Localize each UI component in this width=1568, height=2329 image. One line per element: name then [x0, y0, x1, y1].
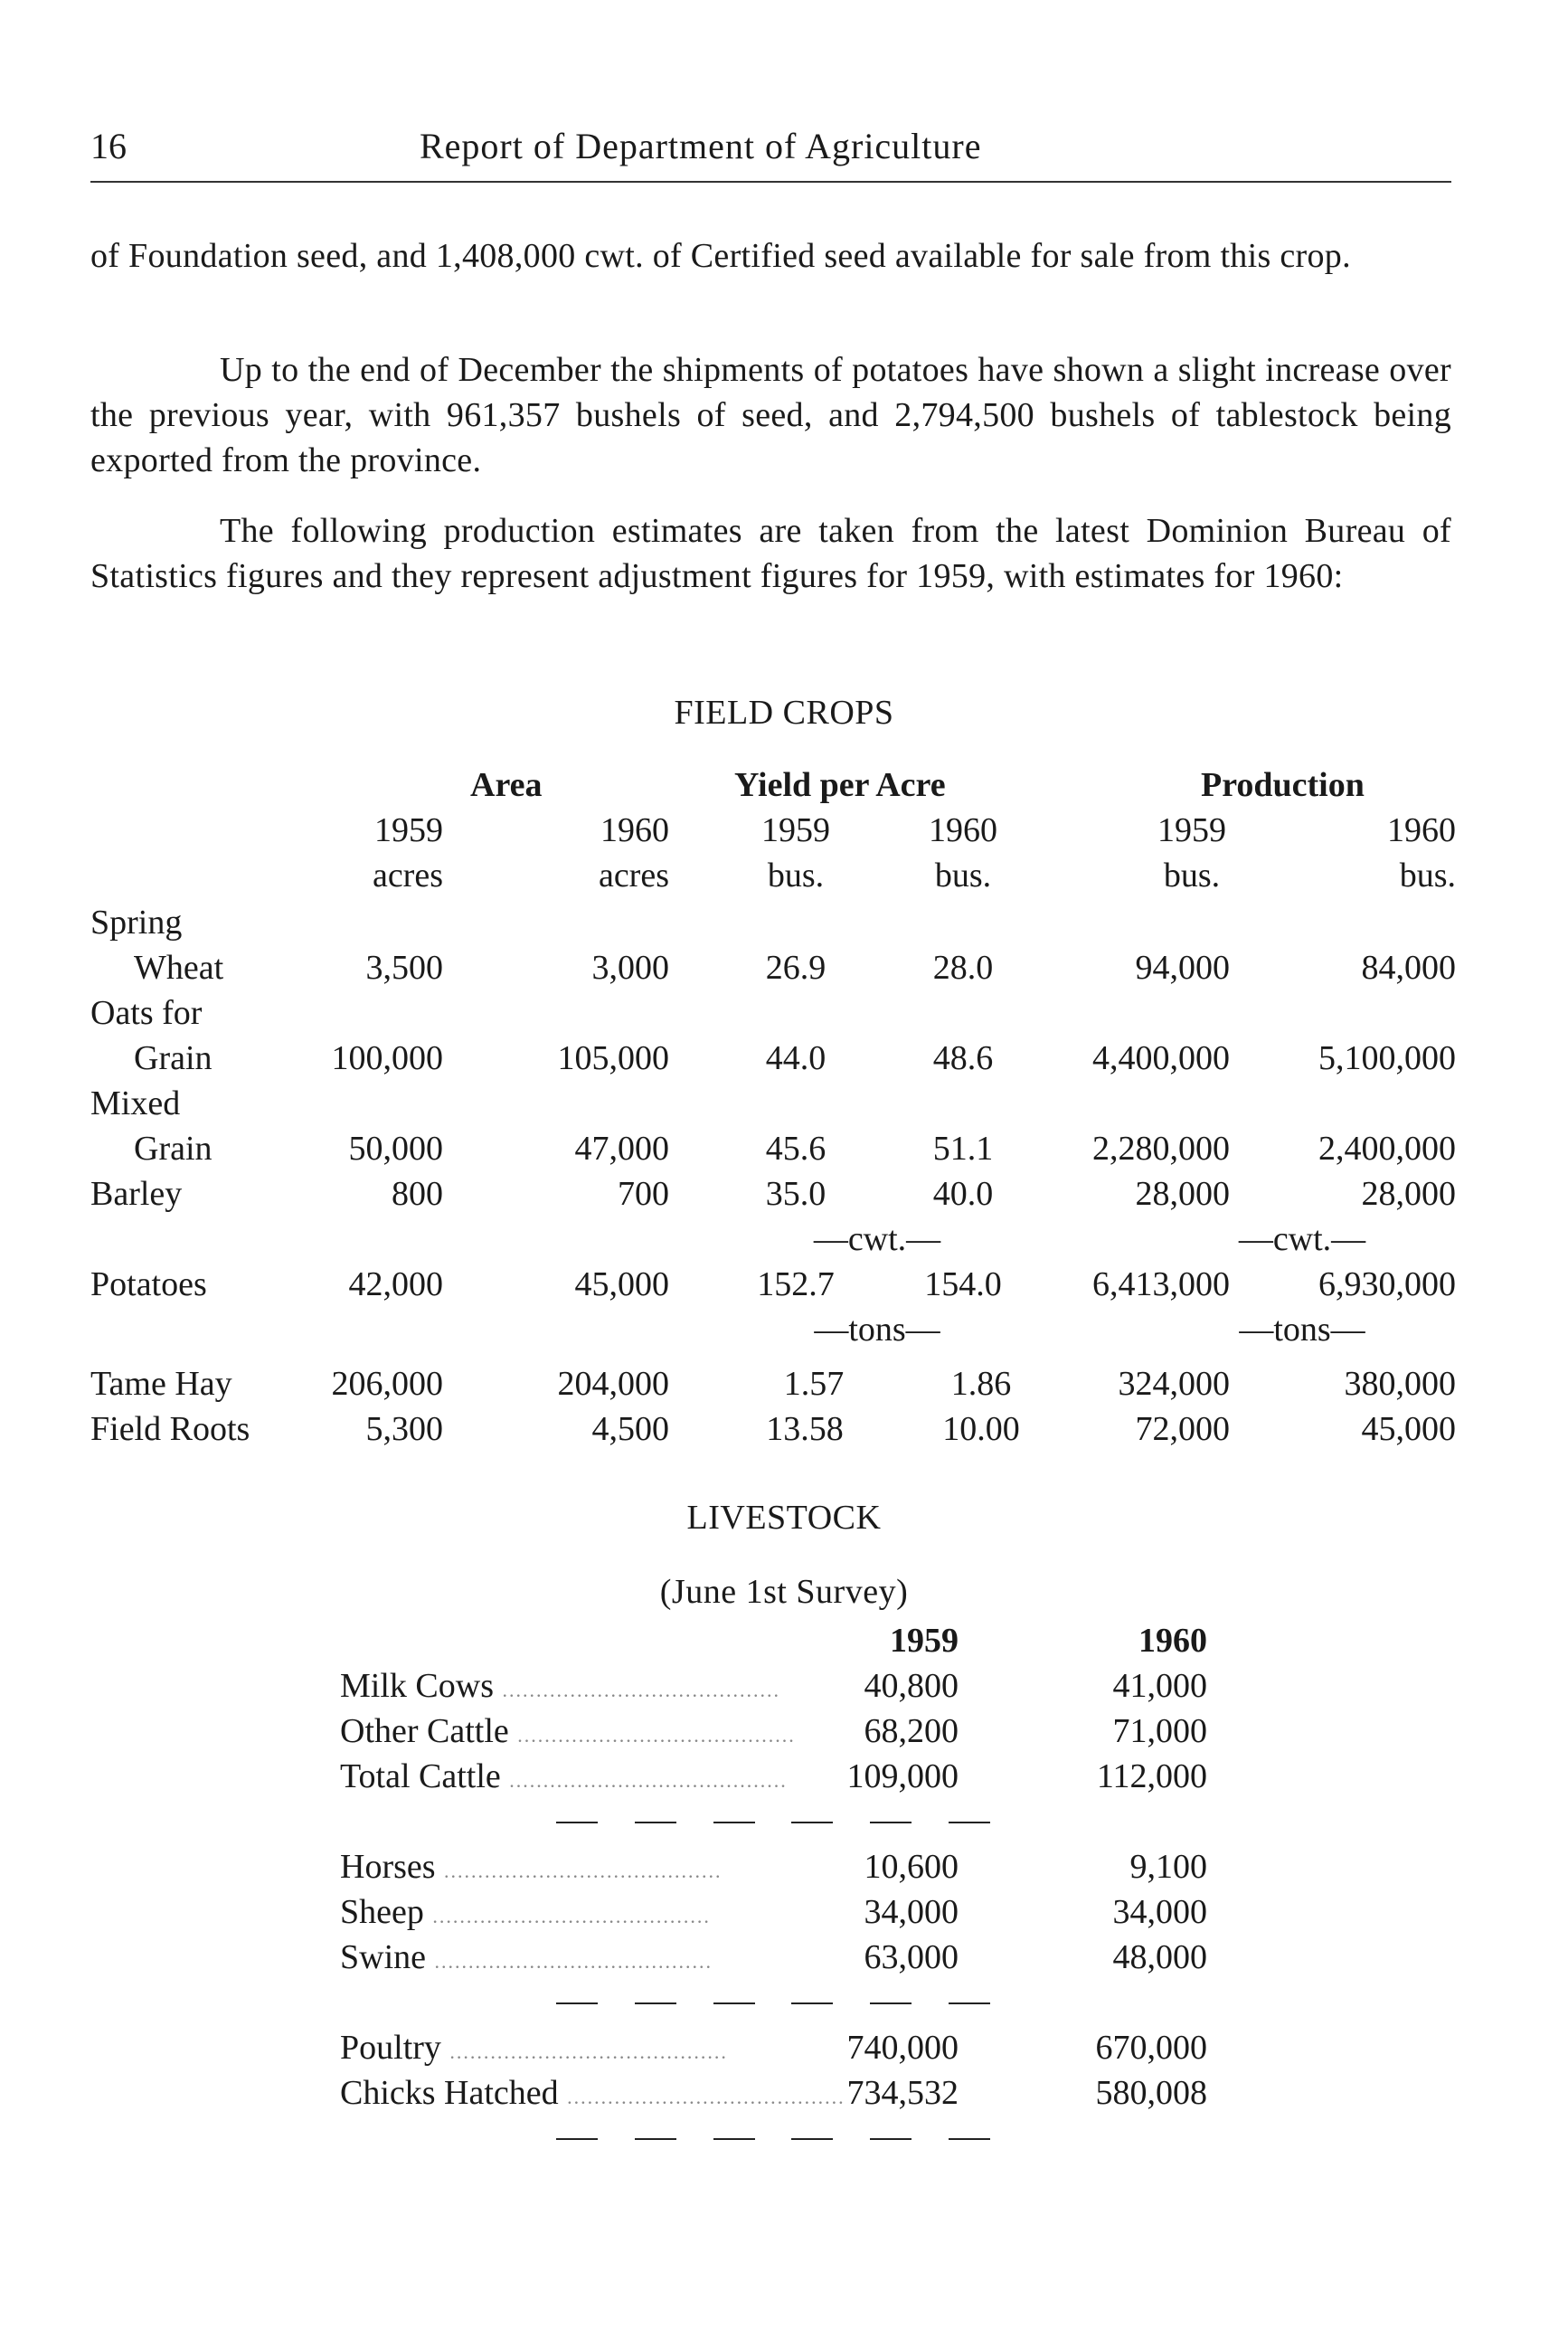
table-cell: 105,000: [557, 1039, 669, 1077]
table-cell: 34,000: [1112, 1893, 1207, 1931]
dash-separator: [556, 1981, 990, 2024]
table-cell: 45,000: [1361, 1410, 1456, 1448]
table-cell: 45.6: [765, 1130, 827, 1168]
table-cell: 700: [618, 1175, 669, 1213]
table-cell: 28.0: [932, 949, 994, 987]
table-cell: 380,000: [1344, 1365, 1456, 1403]
table-cell: 324,000: [1118, 1365, 1230, 1403]
area-header: Area: [470, 766, 543, 804]
table-cell: 152.7: [757, 1265, 835, 1303]
table-cell: 109,000: [846, 1757, 959, 1795]
table-cell: 94,000: [1135, 949, 1230, 987]
table-cell: 51.1: [932, 1130, 994, 1168]
table-row-label: Total Cattle .........................................: [340, 1757, 788, 1795]
table-cell: 800: [392, 1175, 443, 1213]
row-label-grain: Grain: [134, 1130, 213, 1168]
table-cell: 68,200: [864, 1712, 959, 1750]
row-label-spring: Spring: [90, 904, 183, 942]
row-label-tame-hay: Tame Hay: [90, 1365, 232, 1403]
table-cell: 204,000: [557, 1365, 669, 1403]
table-cell: 670,000: [1095, 2029, 1207, 2067]
col-1960: 1960: [1138, 1622, 1207, 1660]
table-cell: 112,000: [1096, 1757, 1207, 1795]
row-label-barley: Barley: [90, 1175, 183, 1213]
table-cell: 47,000: [574, 1130, 669, 1168]
table-row-label: Milk Cows .........................................: [340, 1667, 780, 1705]
col-area-1959: 1959: [374, 811, 443, 849]
row-label-oats-for: Oats for: [90, 994, 203, 1032]
table-cell: 10,600: [864, 1848, 959, 1886]
table-cell: 3,500: [365, 949, 443, 987]
table-cell: 206,000: [331, 1365, 443, 1403]
yield-header: Yield per Acre: [734, 766, 946, 804]
unit-bus-yield-1960: bus.: [934, 857, 992, 895]
col-yield-1960: 1960: [929, 811, 997, 849]
table-cell: 41,000: [1112, 1667, 1207, 1705]
table-cell: 28,000: [1361, 1175, 1456, 1213]
table-row-label: Other Cattle .........................................: [340, 1712, 796, 1750]
col-prod-1959: 1959: [1157, 811, 1226, 849]
unit-bus-yield-1959: bus.: [767, 857, 825, 895]
livestock-title: LIVESTOCK: [686, 1499, 882, 1537]
col-area-1960: 1960: [600, 811, 669, 849]
unit-note-tons-yield: —tons—: [814, 1311, 940, 1349]
dash-separator: [556, 1800, 990, 1843]
table-cell: 4,500: [591, 1410, 669, 1448]
table-cell: 40.0: [932, 1175, 994, 1213]
unit-note-cwt-yield: —cwt.—: [813, 1220, 941, 1258]
table-cell: 5,100,000: [1318, 1039, 1456, 1077]
table-cell: 4,400,000: [1092, 1039, 1230, 1077]
dash-separator: [556, 2116, 990, 2160]
table-cell: 13.58: [766, 1410, 844, 1448]
col-yield-1959: 1959: [761, 811, 830, 849]
table-cell: 48,000: [1112, 1938, 1207, 1976]
table-cell: 2,400,000: [1318, 1130, 1456, 1168]
table-row-label: Poultry .........................................: [340, 2029, 728, 2067]
production-header: Production: [1201, 766, 1365, 804]
page-number: 16: [90, 126, 127, 166]
table-cell: 63,000: [864, 1938, 959, 1976]
field-crops-title: FIELD CROPS: [674, 694, 894, 732]
running-header: [90, 125, 1451, 170]
unit-bus-prod-1960: bus.: [1399, 857, 1456, 895]
paragraph-3: The following production estimates are taken from the latest Dominion Bureau of Statistics figures and they represent adjustment figures for 1959, with estimates for 1960:: [90, 512, 1451, 595]
unit-acres-1960: acres: [598, 857, 669, 895]
table-cell: 40,800: [864, 1667, 959, 1705]
table-cell: 10.00: [942, 1410, 1020, 1448]
table-cell: 1.86: [950, 1365, 1012, 1403]
paragraph-1: of Foundation seed, and 1,408,000 cwt. of Certified seed available for sale from this crop.: [90, 237, 1351, 275]
running-title: Report of Department of Agriculture: [420, 126, 982, 166]
paragraph-2: Up to the end of December the shipments of potatoes have shown a slight increase over the previous year, with 961,357 bushels of seed, and 2,794,500 bushels of tablestock being exported from the province.: [90, 351, 1451, 479]
header-rule: [90, 181, 1451, 183]
table-cell: 35.0: [765, 1175, 827, 1213]
unit-note-tons-production: —tons—: [1239, 1311, 1365, 1349]
table-cell: 154.0: [924, 1265, 1002, 1303]
unit-acres-1959: acres: [372, 857, 443, 895]
table-cell: 5,300: [365, 1410, 443, 1448]
row-label-potatoes: Potatoes: [90, 1265, 207, 1303]
col-prod-1960: 1960: [1387, 811, 1456, 849]
table-row-label: Sheep .........................................: [340, 1893, 711, 1931]
table-cell: 6,930,000: [1318, 1265, 1456, 1303]
table-cell: 3,000: [591, 949, 669, 987]
row-label-field-roots: Field Roots: [90, 1410, 250, 1448]
table-cell: 734,532: [846, 2074, 959, 2112]
table-cell: 71,000: [1112, 1712, 1207, 1750]
table-cell: 100,000: [331, 1039, 443, 1077]
table-cell: 740,000: [846, 2029, 959, 2067]
table-row-label: Chicks Hatched .........................................: [340, 2074, 845, 2112]
table-cell: 34,000: [864, 1893, 959, 1931]
table-cell: 72,000: [1135, 1410, 1230, 1448]
table-cell: 45,000: [574, 1265, 669, 1303]
table-cell: 84,000: [1361, 949, 1456, 987]
table-cell: 44.0: [765, 1039, 827, 1077]
col-1959: 1959: [890, 1622, 959, 1660]
table-cell: 1.57: [783, 1365, 845, 1403]
table-row-label: Horses .........................................: [340, 1848, 723, 1886]
row-label-mixed: Mixed: [90, 1084, 181, 1122]
table-cell: 26.9: [765, 949, 827, 987]
livestock-subtitle: (June 1st Survey): [659, 1573, 909, 1611]
table-cell: 48.6: [932, 1039, 994, 1077]
row-label-grain: Grain: [134, 1039, 213, 1077]
unit-bus-prod-1959: bus.: [1163, 857, 1221, 895]
table-cell: 2,280,000: [1092, 1130, 1230, 1168]
row-label-wheat: Wheat: [134, 949, 224, 987]
table-cell: 50,000: [348, 1130, 443, 1168]
table-cell: 6,413,000: [1092, 1265, 1230, 1303]
unit-note-cwt-production: —cwt.—: [1238, 1220, 1366, 1258]
table-cell: 42,000: [348, 1265, 443, 1303]
table-cell: 580,008: [1095, 2074, 1207, 2112]
table-row-label: Swine .........................................: [340, 1938, 713, 1976]
table-cell: 9,100: [1129, 1848, 1207, 1886]
table-cell: 28,000: [1135, 1175, 1230, 1213]
